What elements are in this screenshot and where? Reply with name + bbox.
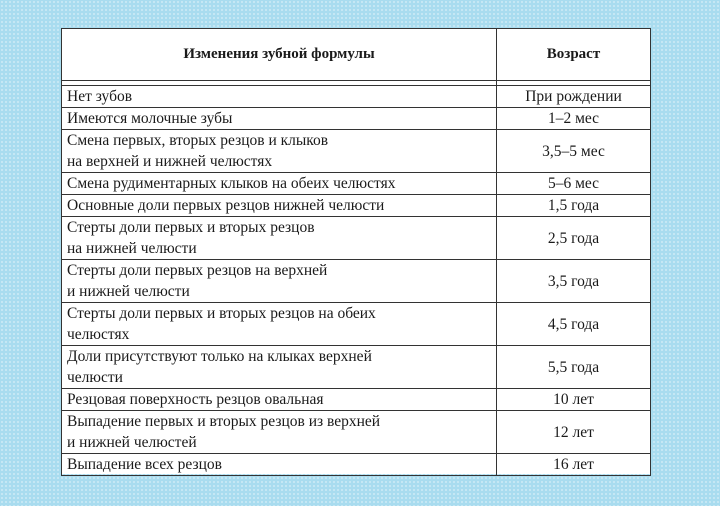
row-feature: Основные доли первых резцов нижней челюсти bbox=[62, 195, 497, 217]
row-age: 4,5 года bbox=[497, 303, 651, 346]
row-feature: Смена рудиментарных клыков на обеих челюстях bbox=[62, 173, 497, 195]
row-age: 3,5–5 мес bbox=[497, 130, 651, 173]
row-age: 10 лет bbox=[497, 389, 651, 411]
row-feature: Выпадение первых и вторых резцов из верхней и нижней челюстей bbox=[62, 411, 497, 454]
table-row bbox=[62, 86, 651, 108]
table-row bbox=[62, 173, 651, 195]
row-age: 16 лет bbox=[497, 454, 651, 476]
row-feature: Стерты доли первых и вторых резцов на обеих челюстях bbox=[62, 303, 497, 346]
row-feature: Стерты доли первых и вторых резцов на нижней челюсти bbox=[62, 217, 497, 260]
row-feature: Смена первых, вторых резцов и клыков на верхней и нижней челюстях bbox=[62, 130, 497, 173]
row-age: 5–6 мес bbox=[497, 173, 651, 195]
table-row bbox=[62, 217, 651, 260]
row-feature: Нет зубов bbox=[62, 86, 497, 108]
header-dental-formula-changes: Изменения зубной формулы bbox=[62, 29, 497, 81]
table-row bbox=[62, 195, 651, 217]
row-feature: Резцовая поверхность резцов овальная bbox=[62, 389, 497, 411]
row-age: 1,5 года bbox=[497, 195, 651, 217]
table-row bbox=[62, 454, 651, 476]
row-age: 5,5 года bbox=[497, 346, 651, 389]
table-row bbox=[62, 346, 651, 389]
row-feature: Стерты доли первых резцов на верхней и нижней челюсти bbox=[62, 260, 497, 303]
table-row bbox=[62, 303, 651, 346]
row-feature: Выпадение всех резцов bbox=[62, 454, 497, 476]
row-feature: Доли присутствуют только на клыках верхней челюсти bbox=[62, 346, 497, 389]
table-header-row bbox=[62, 29, 651, 81]
row-age: 2,5 года bbox=[497, 217, 651, 260]
row-age: 12 лет bbox=[497, 411, 651, 454]
row-feature: Имеются молочные зубы bbox=[62, 108, 497, 130]
row-age: При рождении bbox=[497, 86, 651, 108]
table-row bbox=[62, 108, 651, 130]
table-row bbox=[62, 130, 651, 173]
table-row bbox=[62, 260, 651, 303]
dentition-age-table bbox=[61, 28, 651, 476]
row-age: 3,5 года bbox=[497, 260, 651, 303]
dentition-table-sheet bbox=[61, 28, 650, 474]
table-row bbox=[62, 411, 651, 454]
row-age: 1–2 мес bbox=[497, 108, 651, 130]
table-row bbox=[62, 389, 651, 411]
header-age: Возраст bbox=[497, 29, 651, 81]
